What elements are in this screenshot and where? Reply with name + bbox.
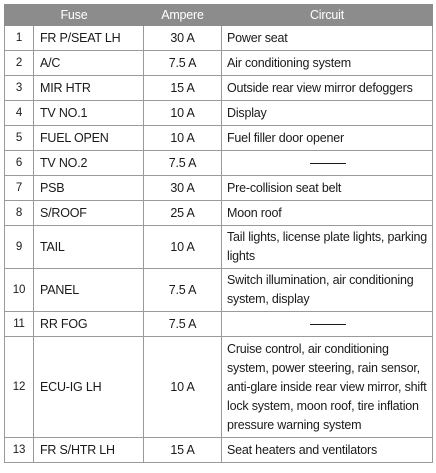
fuse-name: TAIL: [34, 226, 144, 269]
fuse-name: MIR HTR: [34, 76, 144, 101]
fuse-number: 13: [5, 438, 34, 463]
fuse-circuit: Fuel filler door opener: [222, 126, 433, 151]
fuse-number: 8: [5, 201, 34, 226]
fuse-circuit: Moon roof: [222, 201, 433, 226]
table-row: [5, 269, 433, 312]
fuse-circuit: Air conditioning system: [222, 51, 433, 76]
table-row: [5, 312, 433, 337]
fuse-ampere: 25 A: [144, 201, 222, 226]
fuse-circuit: Tail lights, license plate lights, parking lights: [222, 226, 433, 269]
fuse-name: FR S/HTR LH: [34, 438, 144, 463]
table-row: [5, 337, 433, 438]
fuse-ampere: 7.5 A: [144, 312, 222, 337]
table-row: [5, 101, 433, 126]
no-circuit-dash: [310, 324, 346, 325]
no-circuit-dash: [310, 163, 346, 164]
fuse-number: 4: [5, 101, 34, 126]
fuse-circuit: Power seat: [222, 26, 433, 51]
fuse-number: 2: [5, 51, 34, 76]
fuse-name: RR FOG: [34, 312, 144, 337]
fuse-number: 6: [5, 151, 34, 176]
fuse-circuit: Pre-collision seat belt: [222, 176, 433, 201]
fuse-name: FUEL OPEN: [34, 126, 144, 151]
header-fuse: Fuse: [5, 5, 144, 26]
fuse-ampere: 30 A: [144, 26, 222, 51]
fuse-circuit: Display: [222, 101, 433, 126]
fuse-name: S/ROOF: [34, 201, 144, 226]
fuse-circuit-empty: [222, 151, 433, 176]
fuse-number: 5: [5, 126, 34, 151]
fuse-ampere: 30 A: [144, 176, 222, 201]
fuse-name: TV NO.1: [34, 101, 144, 126]
table-row: [5, 51, 433, 76]
fuse-table: [4, 4, 433, 463]
fuse-ampere: 10 A: [144, 101, 222, 126]
fuse-circuit: Seat heaters and ventilators: [222, 438, 433, 463]
fuse-circuit: Cruise control, air conditioning system, power steering, rain sensor, anti-glare inside rear view mirror, shift lock system, moon roof, tire inflation pressure warning system: [222, 337, 433, 438]
fuse-number: 1: [5, 26, 34, 51]
fuse-ampere: 10 A: [144, 226, 222, 269]
table-row: [5, 176, 433, 201]
table-row: [5, 76, 433, 101]
table-row: [5, 26, 433, 51]
fuse-ampere: 15 A: [144, 76, 222, 101]
fuse-name: FR P/SEAT LH: [34, 26, 144, 51]
fuse-name: PANEL: [34, 269, 144, 312]
table-row: [5, 151, 433, 176]
fuse-name: PSB: [34, 176, 144, 201]
fuse-circuit: Switch illumination, air conditioning system, display: [222, 269, 433, 312]
fuse-circuit: Outside rear view mirror defoggers: [222, 76, 433, 101]
fuse-ampere: 10 A: [144, 337, 222, 438]
fuse-number: 12: [5, 337, 34, 438]
fuse-ampere: 7.5 A: [144, 51, 222, 76]
fuse-number: 11: [5, 312, 34, 337]
header-ampere: Ampere: [144, 5, 222, 26]
table-header-row: [5, 5, 433, 26]
fuse-name: TV NO.2: [34, 151, 144, 176]
fuse-ampere: 15 A: [144, 438, 222, 463]
table-row: [5, 126, 433, 151]
fuse-number: 3: [5, 76, 34, 101]
table-row: [5, 201, 433, 226]
fuse-ampere: 10 A: [144, 126, 222, 151]
fuse-ampere: 7.5 A: [144, 269, 222, 312]
fuse-number: 7: [5, 176, 34, 201]
fuse-name: ECU-IG LH: [34, 337, 144, 438]
fuse-circuit-empty: [222, 312, 433, 337]
header-circuit: Circuit: [222, 5, 433, 26]
fuse-number: 10: [5, 269, 34, 312]
fuse-number: 9: [5, 226, 34, 269]
fuse-name: A/C: [34, 51, 144, 76]
table-row: [5, 438, 433, 463]
fuse-ampere: 7.5 A: [144, 151, 222, 176]
table-row: [5, 226, 433, 269]
